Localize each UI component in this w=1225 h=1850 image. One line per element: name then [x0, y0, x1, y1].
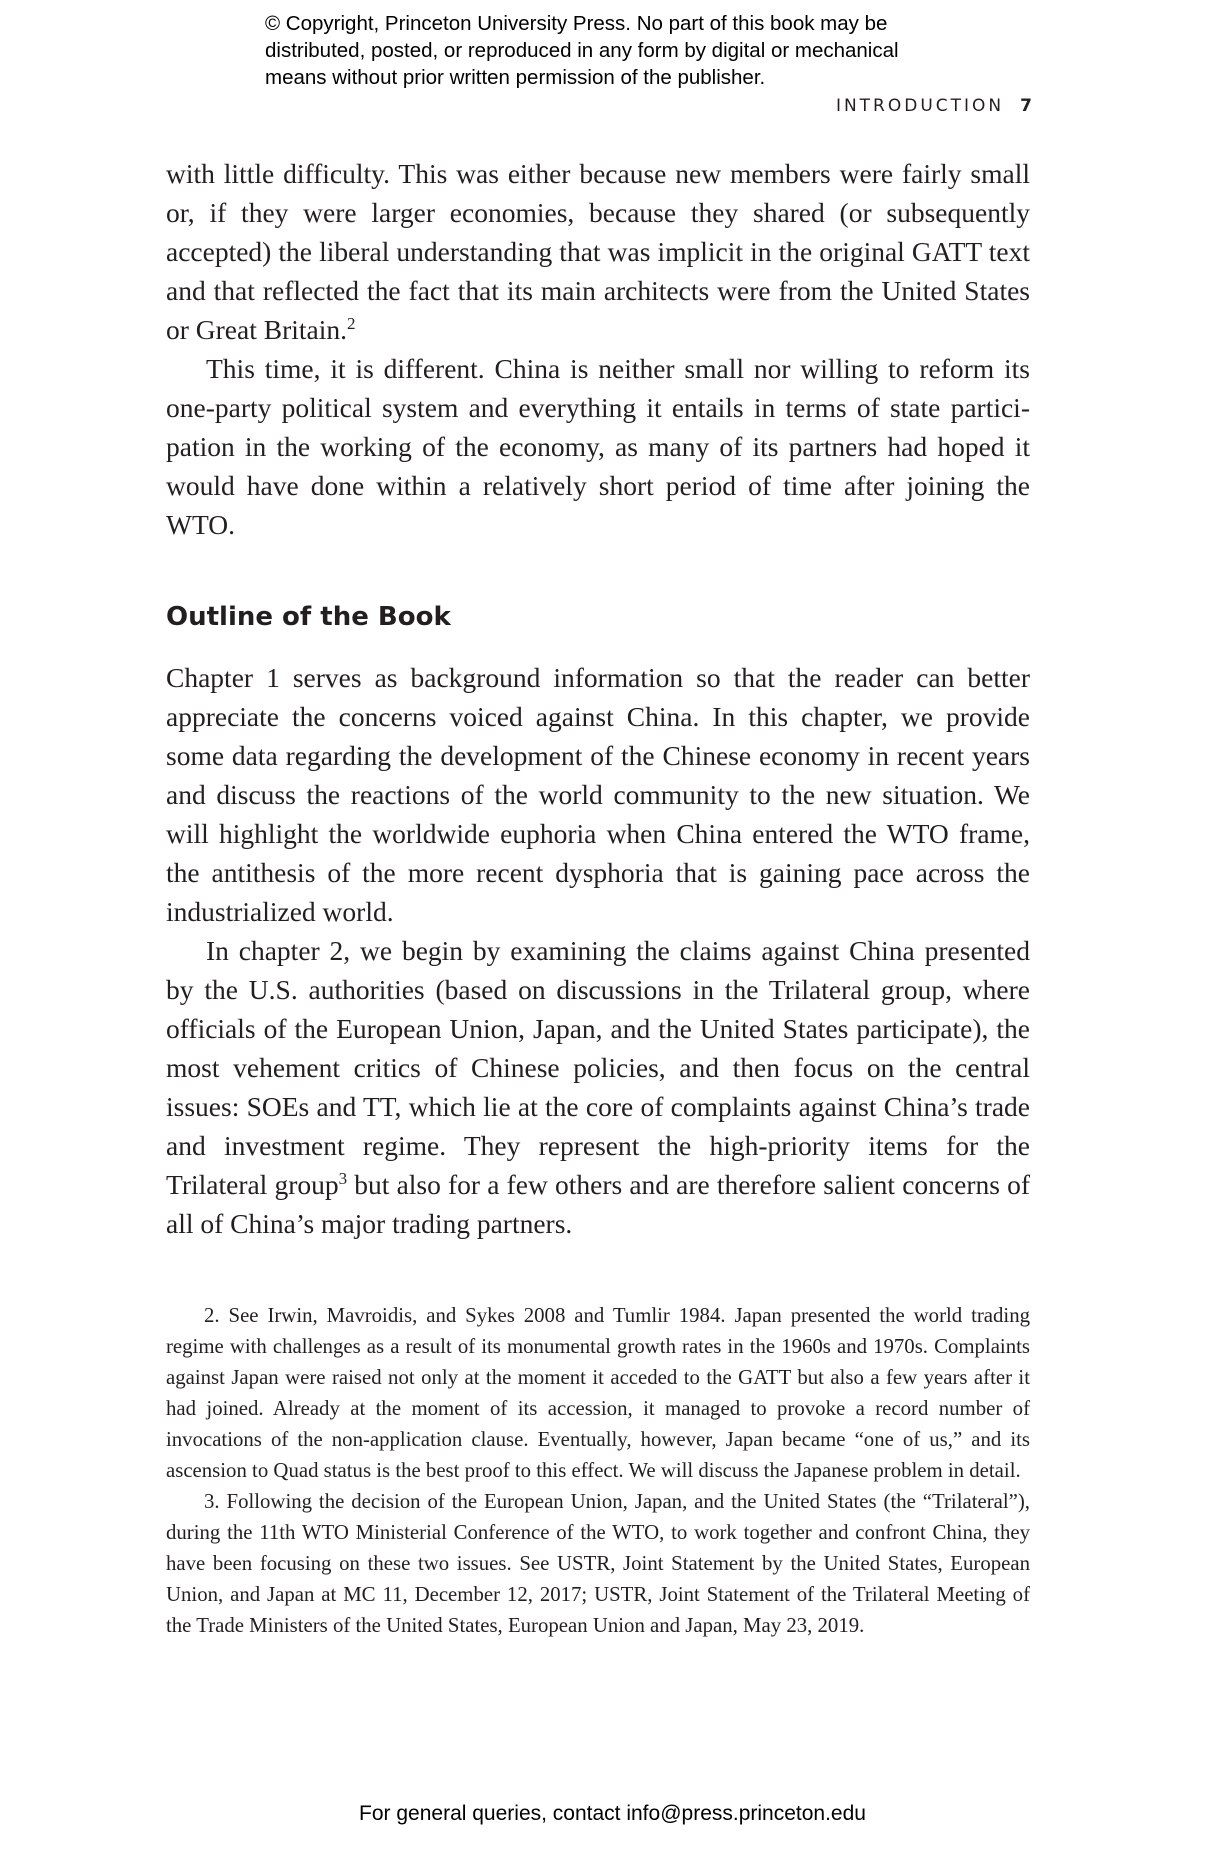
copyright-line: means without prior written permission of the publisher. [265, 66, 766, 89]
paragraph-text: In chapter 2, we begin by examining the claims against China presented by the U.S. authorities (based on discussions in the Trilateral group, where officials of the European Union, Japan, and the United States participate), the most vehement critics of Chinese policies, and then focus on the central issues: SOEs and TT, which lie at the core of complaints against China’s trade and investment regime. They represent the high-priority items for the Trilateral group [166, 935, 1030, 1200]
footnote: 2. See Irwin, Mavroidis, and Sykes 2008 and Tumlir 1984. Japan presented the world trading regime with challenges as a result of its monumental growth rates in the 1960s and 1970s. Complaints against Japan were raised not only at the moment it acceded to the GATT but also a few years after it had joined. Already at the moment of its accession, it managed to provoke a record number of invocations of the non-application clause. Eventually, however, Japan became “one of us,” and its ascension to Quad status is the best proof to this effect. We will discuss the Japanese problem in detail. [166, 1304, 1030, 1482]
running-head-title: INTRODUCTION [835, 96, 1005, 116]
body-text-outline [166, 658, 1030, 1243]
running-head [836, 96, 1032, 116]
footnote-ref: 2 [346, 314, 356, 333]
paragraph: This time, it is different. China is neither small nor willing to reform its one-party political system and everything it entails in terms of state participation in the working of the economy, as many of its partners had hoped it would have done within a relatively short period of time after joining the WTO. [166, 353, 1030, 540]
page-number: 7 [1020, 96, 1032, 116]
paragraph-text: with little difficulty. This was either because new members were fairly small or, if they were larger economies, because they shared (or subsequently accepted) the liberal understanding that was implicit in the original GATT text and that reflected the fact that its main architects were from the United States or Great Britain. [166, 158, 1030, 345]
paragraph [166, 931, 1030, 1243]
footnote: 3. Following the decision of the European Union, Japan, and the United States (the “Trilateral”), during the 11th WTO Ministerial Conference of the WTO, to work together and confront China, they have been focusing on these two issues. See USTR, Joint Statement by the United States, European Union, and Japan at MC 11, December 12, 2017; USTR, Joint Statement of the Trilateral Meeting of the Trade Ministers of the United States, European Union and Japan, May 23, 2019. [166, 1490, 1030, 1637]
copyright-notice [265, 10, 985, 91]
copyright-line: © Copyright, Princeton University Press. No part of this book may be [265, 12, 888, 35]
copyright-line: distributed, posted, or reproduced in any form by digital or mechanical [265, 39, 899, 62]
paragraph [166, 154, 1030, 349]
paragraph-text: but also for a few others and are therefore salient concerns of all of China’s major trading partners. [166, 1169, 1030, 1239]
section-heading: Outline of the Book [166, 602, 451, 632]
footnote-ref: 3 [338, 1169, 348, 1188]
footer-contact: For general queries, contact info@press.princeton.edu [359, 1802, 866, 1825]
body-text-top [166, 154, 1030, 544]
footnotes [166, 1300, 1030, 1641]
paragraph: Chapter 1 serves as background information so that the reader can better appreciate the concerns voiced against China. In this chapter, we provide some data regarding the development of the Chinese economy in recent years and discuss the reactions of the world community to the new situation. We will highlight the worldwide euphoria when China entered the WTO frame, the antithesis of the more recent dysphoria that is gaining pace across the industrialized world. [166, 662, 1030, 927]
